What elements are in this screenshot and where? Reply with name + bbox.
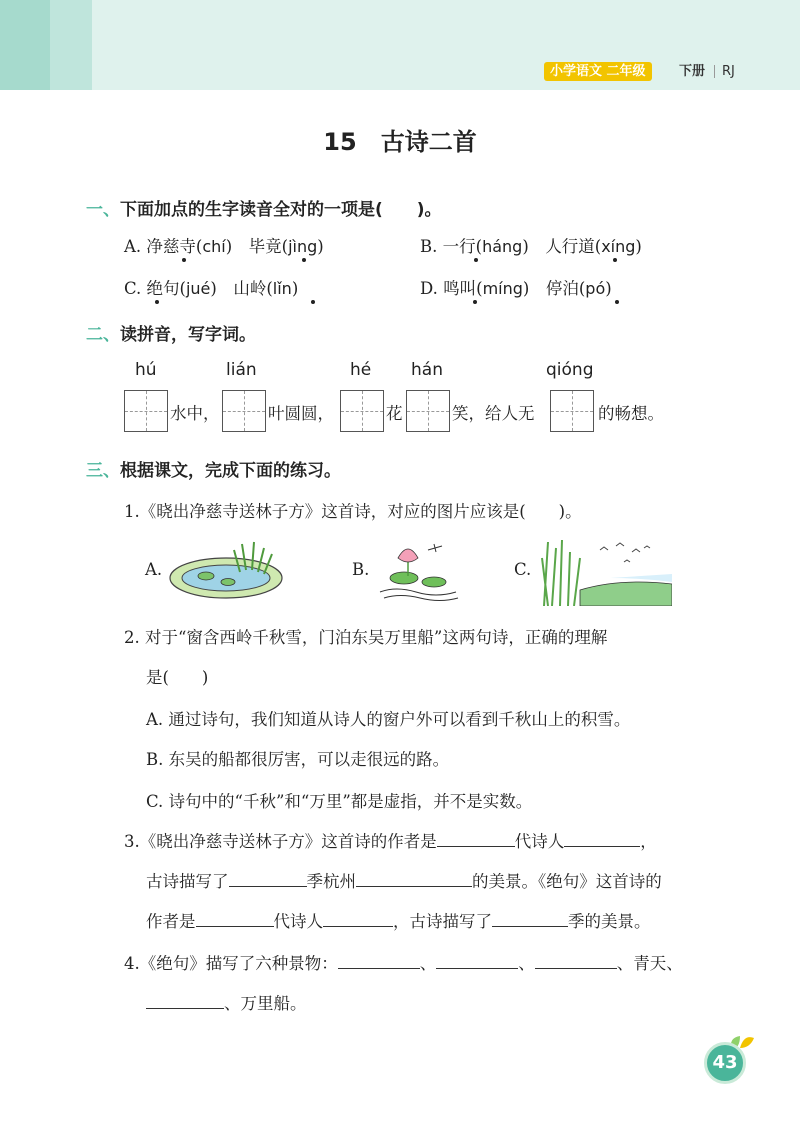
emphasis-dot bbox=[182, 258, 186, 262]
answer-blank[interactable] bbox=[323, 910, 393, 927]
header-divider bbox=[714, 65, 715, 78]
pinyin-hu: hú bbox=[135, 360, 157, 380]
answer-blank[interactable] bbox=[436, 952, 518, 969]
answer-blank[interactable] bbox=[338, 952, 420, 969]
option-3-2-a: A. 通过诗句，我们知道从诗人的窗户外可以看到千秋山上的积雪。 bbox=[146, 710, 631, 729]
pinyin-han: hán bbox=[411, 360, 443, 380]
emphasis-dot bbox=[155, 300, 159, 304]
emphasis-dot bbox=[473, 300, 477, 304]
emphasis-dot bbox=[302, 258, 306, 262]
section-text: 下面加点的生字读音全对的一项是( )。 bbox=[120, 200, 442, 220]
page-header-band bbox=[0, 0, 800, 90]
answer-blank[interactable] bbox=[356, 870, 472, 887]
writing-box-qiong[interactable] bbox=[550, 390, 594, 432]
pic-option-label-b: B. bbox=[352, 560, 370, 579]
answer-blank[interactable] bbox=[229, 870, 307, 887]
header-tab-dark bbox=[0, 0, 50, 90]
answer-blank[interactable] bbox=[196, 910, 274, 927]
option-c: C. 绝句(jué) 山岭(lǐn) bbox=[124, 279, 299, 298]
answer-blank[interactable] bbox=[564, 830, 640, 847]
pinyin-he: hé bbox=[350, 360, 372, 380]
emphasis-dot bbox=[613, 258, 617, 262]
question-3-4-line2: 、万里船。 bbox=[146, 990, 307, 1014]
section-number: 三、 bbox=[86, 461, 120, 481]
writing-box-han[interactable] bbox=[406, 390, 450, 432]
pinyin-lian: lián bbox=[226, 360, 257, 380]
answer-blank[interactable] bbox=[437, 830, 515, 847]
landscape-picture bbox=[540, 538, 672, 606]
text-fragment: 的畅想。 bbox=[598, 404, 664, 423]
question-3-3-line3: 作者是 代诗人 ，古诗描写了 季的美景。 bbox=[146, 912, 651, 931]
edition-label: RJ bbox=[722, 64, 735, 79]
pinyin-qiong: qióng bbox=[546, 360, 594, 380]
volume-label: 下册 bbox=[679, 64, 706, 79]
writing-box-lian[interactable] bbox=[222, 390, 266, 432]
question-3-2-cont: 是( ) bbox=[146, 668, 209, 687]
option-d: D. 鸣叫(míng) 停泊(pó) bbox=[420, 279, 612, 298]
question-3-2: 2. 对于“窗含西岭千秋雪，门泊东吴万里船”这两句诗，正确的理解 bbox=[124, 628, 608, 647]
pic-option-label-a: A. bbox=[145, 560, 163, 579]
section-3-heading bbox=[86, 456, 341, 481]
section-number: 二、 bbox=[86, 325, 120, 345]
section-2-heading bbox=[86, 320, 256, 345]
lesson-title: 15 古诗二首 bbox=[323, 128, 477, 156]
answer-blank[interactable] bbox=[146, 992, 224, 1009]
writing-box-hu[interactable] bbox=[124, 390, 168, 432]
subject-badge: 小学语文 二年级 bbox=[544, 62, 652, 81]
text-fragment: 叶圆圆， bbox=[268, 404, 334, 423]
text-fragment: 笑，给人无 bbox=[452, 404, 535, 423]
answer-blank[interactable] bbox=[535, 952, 617, 969]
section-text: 根据课文，完成下面的练习。 bbox=[120, 461, 341, 481]
option-3-2-c: C. 诗句中的“千秋”和“万里”都是虚指，并不是实数。 bbox=[146, 792, 533, 811]
question-3-3-line1: 3.《晓出净慈寺送林子方》这首诗的作者是 代诗人 ， bbox=[124, 832, 657, 851]
option-a: A. 净慈寺(chí) 毕竟(jìng) bbox=[124, 237, 324, 256]
question-3-4-line1: 4.《绝句》描写了六种景物： 、 、 、青天、 bbox=[124, 954, 683, 973]
pic-option-label-c: C. bbox=[514, 560, 532, 579]
writing-box-he[interactable] bbox=[340, 390, 384, 432]
section-number: 一、 bbox=[86, 200, 120, 220]
option-3-2-b: B. 东吴的船都很厉害，可以走很远的路。 bbox=[146, 750, 450, 769]
text-fragment: 花 bbox=[386, 404, 403, 423]
question-3-3-line2: 古诗描写了 季杭州 的美景。《绝句》这首诗的 bbox=[146, 872, 662, 891]
emphasis-dot bbox=[311, 300, 315, 304]
option-b: B. 一行(háng) 人行道(xíng) bbox=[420, 237, 642, 256]
question-3-1: 1.《晓出净慈寺送林子方》这首诗，对应的图片应该是( )。 bbox=[124, 502, 582, 521]
emphasis-dot bbox=[615, 300, 619, 304]
text-fragment: 水中， bbox=[170, 404, 220, 423]
section-1-heading bbox=[86, 195, 442, 220]
answer-blank[interactable] bbox=[492, 910, 568, 927]
page-number: 43 bbox=[704, 1042, 746, 1084]
section-text: 读拼音，写字词。 bbox=[120, 325, 256, 345]
pond-picture bbox=[168, 540, 288, 602]
emphasis-dot bbox=[474, 258, 478, 262]
lotus-picture bbox=[376, 538, 460, 602]
